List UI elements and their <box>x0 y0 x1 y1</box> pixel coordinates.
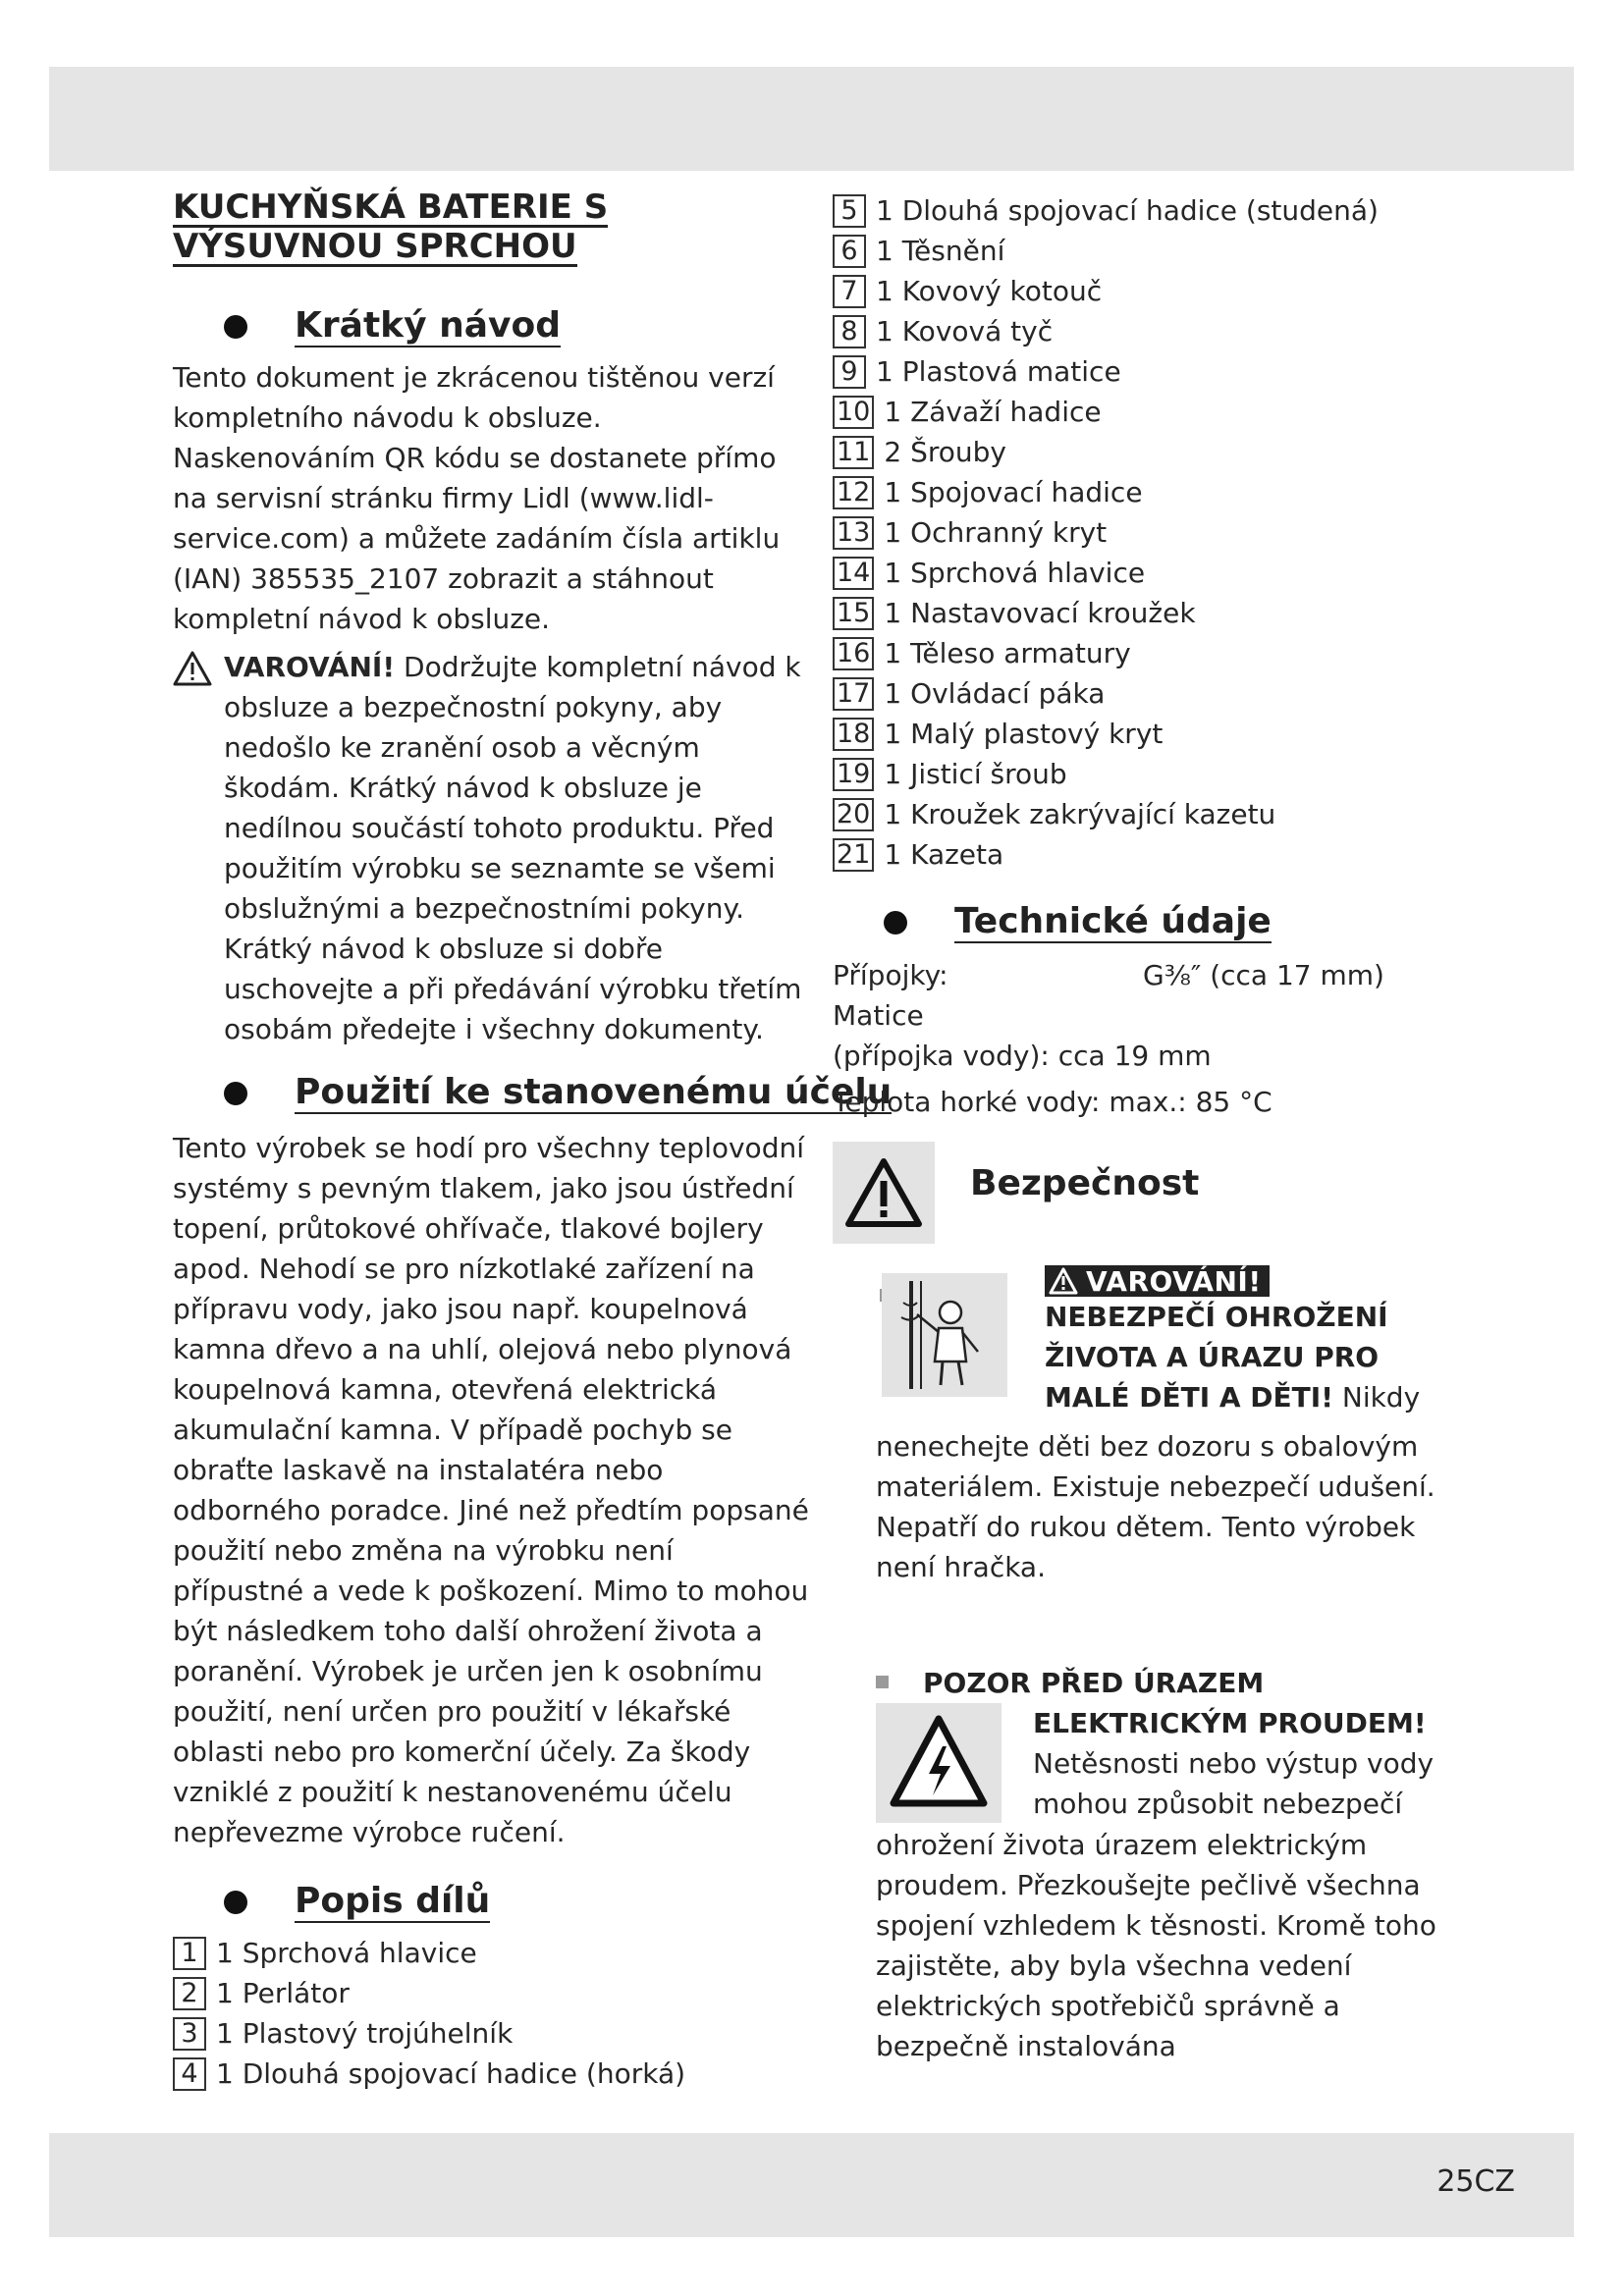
document-title-line2: VÝSUVNOU SPRCHOU <box>173 227 577 266</box>
part-number: 7 <box>833 275 866 308</box>
part-number: 21 <box>833 838 874 872</box>
spec-row <box>833 995 1481 1036</box>
bullet-dot-icon <box>224 315 247 339</box>
child-warning-line3: MALÉ DĚTI A DĚTI! Nikdy <box>1045 1381 1421 1414</box>
quick-guide-heading: Krátký návod <box>224 306 809 347</box>
part-number: 2 <box>173 1977 206 2010</box>
part-text: 1 Plastová matice <box>876 355 1121 388</box>
part-text: 1 Jisticí šroub <box>884 758 1067 790</box>
electric-warning-title <box>1033 1703 1434 1824</box>
warning-triangle-icon <box>1049 1267 1078 1295</box>
list-item <box>833 311 1481 351</box>
child-hazard-icon <box>882 1273 1007 1397</box>
bullet-dot-icon <box>884 911 907 934</box>
list-item <box>833 633 1481 673</box>
list-item <box>833 794 1481 834</box>
part-number: 16 <box>833 637 874 670</box>
part-text: 1 Těleso armatury <box>884 637 1131 669</box>
warning-triangle-icon <box>173 651 212 686</box>
electric-warning-text: ohrožení života úrazem elektrickým proudem. Přezkoušejte pečlivě všechna spojení vzhledem k těsnosti. Kromě toho zajistěte, aby byla všechna vedení elektrických spotřebičů správně a bezpečně instalována <box>876 1829 1436 2062</box>
part-text: 1 Ochranný kryt <box>884 516 1108 549</box>
parts-list-right <box>833 190 1481 875</box>
child-warning-line2: ŽIVOTA A ÚRAZU PRO <box>1045 1341 1380 1373</box>
part-text: 1 Kovový kotouč <box>876 275 1103 307</box>
technical-data-table <box>833 955 1481 1122</box>
document-title-line1: KUCHYŇSKÁ BATERIE S <box>173 187 609 227</box>
list-item <box>833 714 1481 754</box>
part-number: 13 <box>833 516 874 550</box>
spec-label: Přípojky: <box>833 959 948 991</box>
list-item <box>173 2054 809 2094</box>
safety-heading <box>833 1142 1481 1244</box>
spec-label: (přípojka vody): cca 19 mm <box>833 1040 1212 1072</box>
square-bullet-icon <box>876 1676 889 1688</box>
header-band <box>49 67 1574 171</box>
part-number: 6 <box>833 235 866 268</box>
part-text: 1 Kroužek zakrývající kazetu <box>884 798 1276 830</box>
part-text: 1 Plastový trojúhelník <box>216 2017 514 2050</box>
electric-warning-line4: mohou způsobit nebezpečí <box>1033 1788 1403 1820</box>
warning-badge <box>1045 1265 1467 1297</box>
part-text: 1 Kovová tyč <box>876 315 1054 347</box>
part-number: 4 <box>173 2057 206 2091</box>
list-item <box>833 593 1481 633</box>
list-item <box>833 432 1481 472</box>
page-number: 25CZ <box>1436 2164 1515 2199</box>
document-title <box>173 188 809 267</box>
part-number: 18 <box>833 718 874 751</box>
part-text: 1 Dlouhá spojovací hadice (horká) <box>216 2057 686 2090</box>
part-number: 20 <box>833 798 874 831</box>
part-number: 8 <box>833 315 866 348</box>
part-number: 19 <box>833 758 874 791</box>
list-item <box>833 754 1481 794</box>
parts-heading: Popis dílů <box>224 1882 809 1923</box>
list-item <box>833 351 1481 392</box>
part-text: 1 Nastavovací kroužek <box>884 597 1196 629</box>
part-number: 9 <box>833 355 866 389</box>
safety-title: Bezpečnost <box>970 1162 1200 1203</box>
part-text: 1 Závaží hadice <box>884 396 1102 428</box>
list-item <box>833 190 1481 231</box>
spec-row <box>833 1036 1481 1076</box>
technical-data-heading: Technické údaje <box>884 902 1481 943</box>
list-item <box>833 834 1481 875</box>
quick-guide-warning <box>173 647 809 1049</box>
safety-warning-icon <box>833 1142 935 1244</box>
warning-label: VAROVÁNÍ! <box>224 651 396 683</box>
list-item <box>833 231 1481 271</box>
spec-row <box>833 955 1481 995</box>
part-number: 15 <box>833 597 874 630</box>
part-number: 14 <box>833 557 874 590</box>
part-text: 1 Malý plastový kryt <box>884 718 1164 750</box>
part-text: 1 Dlouhá spojovací hadice (studená) <box>876 194 1379 227</box>
part-text: 2 Šrouby <box>884 436 1006 468</box>
intended-use-heading: Použití ke stanovenému účelu <box>224 1073 809 1114</box>
spec-value: G⅜″ (cca 17 mm) <box>1143 959 1384 991</box>
part-text: 1 Perlátor <box>216 1977 350 2009</box>
list-item <box>173 1933 809 1973</box>
child-warning-text: nenechejte děti bez dozoru s obalovým materiálem. Existuje nebezpečí udušení. Nepatří do rukou dětem. Tento výrobek není hračka. <box>876 1430 1435 1583</box>
list-item <box>833 271 1481 311</box>
footer-band <box>49 2133 1574 2237</box>
bullet-dot-icon <box>224 1082 247 1105</box>
list-item <box>833 512 1481 553</box>
quick-guide-paragraph: Tento dokument je zkrácenou tištěnou verzí kompletního návodu k obsluze. Naskenováním QR kódu se dostanete přímo na servisní stránku firmy Lidl (www.lidl-service.com) a můžete zadáním čísla artiklu (IAN) 385535_2107 zobrazit a stáhnout kompletní návod k obsluze. <box>173 361 781 635</box>
child-warning-line1: NEBEZPEČÍ OHROŽENÍ <box>1045 1301 1388 1333</box>
part-text: 1 Ovládací páka <box>884 677 1106 710</box>
electric-hazard-icon <box>876 1703 1001 1823</box>
right-column <box>833 190 1481 2062</box>
part-text: 1 Těsnění <box>876 235 1005 267</box>
spec-label: Matice <box>833 999 924 1032</box>
part-text: 1 Spojovací hadice <box>884 476 1143 508</box>
list-item <box>833 392 1481 432</box>
part-text: 1 Sprchová hlavice <box>884 557 1146 589</box>
part-text: 1 Sprchová hlavice <box>216 1937 477 1969</box>
electric-warning-line1: POZOR PŘED ÚRAZEM <box>923 1667 1265 1699</box>
part-number: 5 <box>833 194 866 228</box>
electric-warning-block <box>876 1664 1481 2062</box>
part-number: 17 <box>833 677 874 711</box>
spec-row <box>833 1082 1481 1122</box>
warning-badge-label: VAROVÁNÍ! <box>1045 1265 1270 1297</box>
electric-warning-line2: ELEKTRICKÝM PROUDEM! <box>1033 1707 1427 1739</box>
part-number: 3 <box>173 2017 206 2051</box>
electric-warning-line3: Netěsnosti nebo výstup vody <box>1033 1747 1435 1780</box>
list-item <box>173 1973 809 2013</box>
parts-list-left <box>173 1933 809 2094</box>
child-warning-title <box>1045 1265 1467 1417</box>
part-text: 1 Kazeta <box>884 838 1004 871</box>
child-warning-block <box>876 1265 1481 1668</box>
part-number: 11 <box>833 436 874 469</box>
list-item <box>833 673 1481 714</box>
list-item <box>833 553 1481 593</box>
intended-use-paragraph: Tento výrobek se hodí pro všechny teplovodní systémy s pevným tlakem, jako jsou ústřední topení, průtokové ohřívače, tlakové bojlery apod. Nehodí se pro nízkotlaké zařízení na přípravu vody, jako jsou např. koupelnová kamna dřevo a na uhlí, olejová nebo plynová koupelnová kamna, otevřená elektrická akumulační kamna. V případě pochyb se obraťte laskavě na instalatéra nebo odborného poradce. Jiné než předtím popsané použití nebo změna na výrobku není přípustné a vede k poškození. Mimo to mohou být následkem toho další ohrožení života a poranění. Výrobek je určen jen k osobnímu použití, není určen pro použití v lékařské oblasti nebo pro komerční účely. Za škody vzniklé z použití k nestanovenému účelu nepřevezme výrobce ručení. <box>173 1132 809 1848</box>
bullet-dot-icon <box>224 1891 247 1914</box>
part-number: 10 <box>833 396 874 429</box>
part-number: 12 <box>833 476 874 509</box>
warning-triangle-icon <box>844 1157 923 1228</box>
part-number: 1 <box>173 1937 206 1970</box>
spec-label: Teplota horké vody: max.: 85 °C <box>833 1086 1272 1118</box>
list-item <box>173 2013 809 2054</box>
list-item <box>833 472 1481 512</box>
warning-text: Dodržujte kompletní návod k obsluze a bezpečnostní pokyny, aby nedošlo ke zranění osob a věcným škodám. Krátký návod k obsluze je nedílnou součástí tohoto produktu. Před použitím výrobku se seznamte se všemi obslužnými a bezpečnostními pokyny. Krátký návod k obsluze si dobře uschovejte a při předávání výrobku třetím osobám předejte i všechny dokumenty. <box>224 651 802 1045</box>
